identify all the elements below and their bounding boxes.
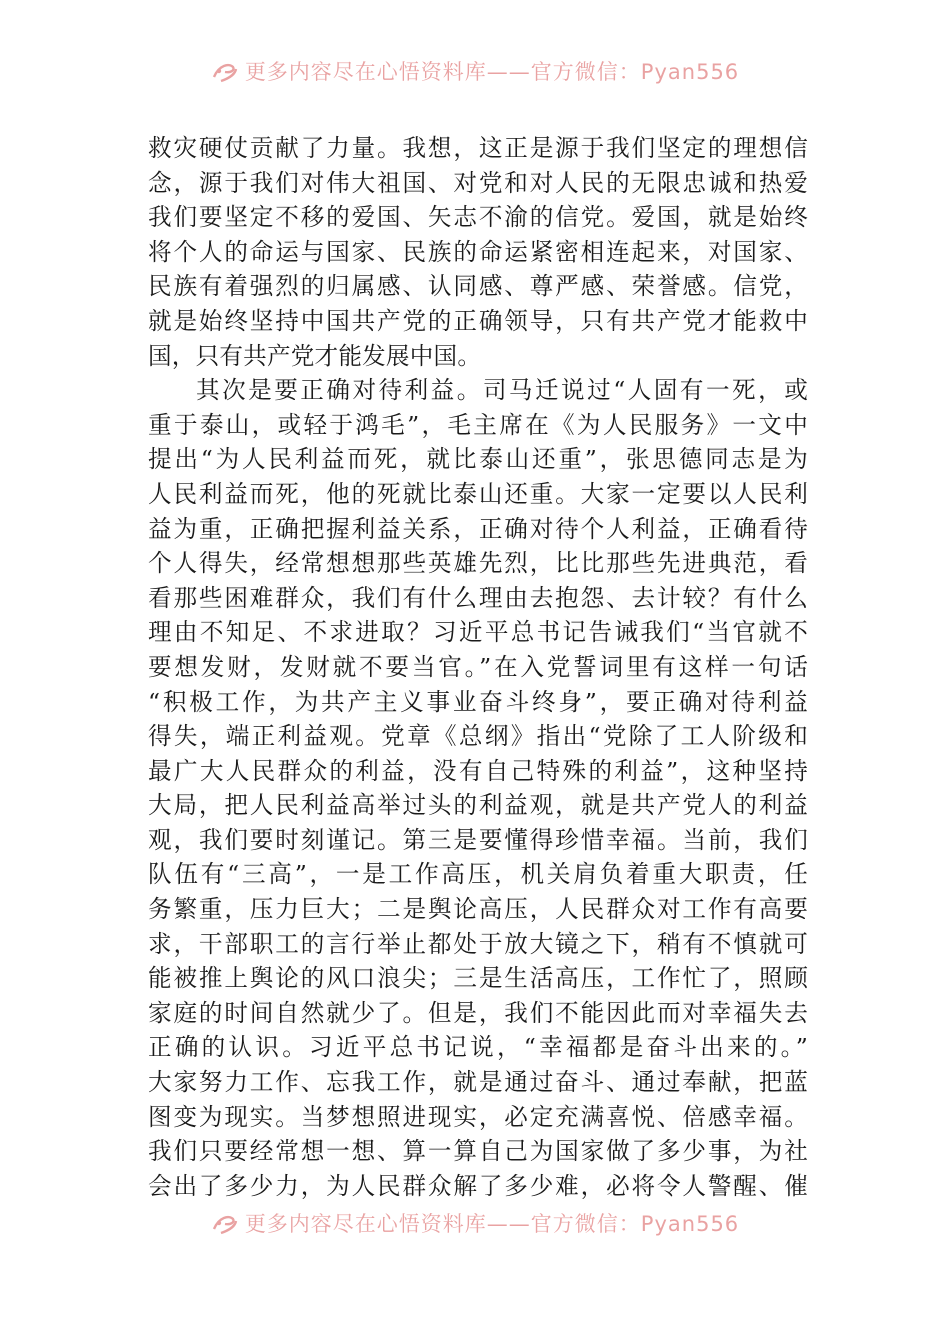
text-line: 我们只要经常想一想、算一算自己为国家做了多少事，为社	[148, 1137, 808, 1166]
text-line: 我们要坚定不移的爱国、矢志不渝的信党。爱国，就是始终	[148, 203, 808, 232]
text-line: 个人得失，经常想想那些英雄先烈，比比那些先进典范，看	[148, 549, 808, 578]
text-line: 求，干部职工的言行举止都处于放大镜之下，稍有不慎就可	[148, 929, 808, 958]
text-line: 益为重，正确把握利益关系，正确对待个人利益，正确看待	[148, 514, 808, 543]
text-line: “积极工作，为共产主义事业奋斗终身”，要正确对待利益	[148, 687, 808, 716]
text-line: 队伍有“三高”，一是工作高压，机关肩负着重大职责，任	[148, 860, 808, 889]
text-line: 人民利益而死，他的死就比泰山还重。大家一定要以人民利	[148, 479, 808, 508]
document-body	[148, 131, 808, 1203]
watermark-header	[0, 54, 950, 88]
text-line: 看那些困难群众，我们有什么理由去抱怨、去计较？有什么	[148, 583, 808, 612]
text-line: 理由不知足、不求进取？习近平总书记告诫我们“当官就不	[148, 618, 808, 647]
text-line: 会出了多少力，为人民群众解了多少难，必将令人警醒、催	[148, 1171, 808, 1200]
text-line: 救灾硬仗贡献了力量。我想，这正是源于我们坚定的理想信	[148, 134, 808, 162]
text-line: 念，源于我们对伟大祖国、对党和对人民的无限忠诚和热爱	[148, 168, 808, 197]
text-line: 重于泰山，或轻于鸿毛”，毛主席在《为人民服务》一文中	[148, 410, 808, 439]
watermark-logo-icon	[211, 59, 239, 83]
text-line: 要想发财，发财就不要当官。”在入党誓词里有这样一句话	[148, 652, 808, 681]
text-line: 就是始终坚持中国共产党的正确领导，只有共产党才能救中	[148, 306, 808, 335]
paragraph-start-line: 其次是要正确对待利益。司马迁说过“人固有一死，或	[196, 376, 808, 405]
watermark-text: 更多内容尽在心悟资料库——官方微信：Pyan556	[244, 60, 740, 84]
watermark-text: 更多内容尽在心悟资料库——官方微信：Pyan556	[244, 1212, 740, 1236]
text-line: 得失，端正利益观。党章《总纲》指出“党除了工人阶级和	[148, 722, 808, 751]
text-line: 观，我们要时刻谨记。第三是要懂得珍惜幸福。当前，我们	[148, 825, 808, 854]
text-line: 最广大人民群众的利益，没有自己特殊的利益”，这种坚持	[148, 756, 808, 785]
text-line: 务繁重，压力巨大；二是舆论高压，人民群众对工作有高要	[148, 895, 808, 924]
text-line: 民族有着强烈的归属感、认同感、尊严感、荣誉感。信党，	[148, 272, 808, 301]
text-line: 图变为现实。当梦想照进现实，必定充满喜悦、倍感幸福。	[148, 1102, 808, 1131]
text-line: 正确的认识。习近平总书记说，“幸福都是奋斗出来的。”	[148, 1033, 808, 1062]
text-line: 国，只有共产党才能发展中国。	[148, 341, 482, 370]
text-line: 大局，把人民利益高举过头的利益观，就是共产党人的利益	[148, 791, 808, 820]
watermark-footer	[0, 1206, 950, 1240]
text-line: 家庭的时间自然就少了。但是，我们不能因此而对幸福失去	[148, 998, 808, 1027]
text-line: 大家努力工作、忘我工作，就是通过奋斗、通过奉献，把蓝	[148, 1068, 808, 1097]
watermark-logo-icon	[211, 1211, 239, 1235]
text-line: 将个人的命运与国家、民族的命运紧密相连起来，对国家、	[148, 237, 808, 266]
text-line: 能被推上舆论的风口浪尖；三是生活高压，工作忙了，照顾	[148, 964, 808, 993]
text-line: 提出“为人民利益而死，就比泰山还重”，张思德同志是为	[148, 445, 808, 474]
